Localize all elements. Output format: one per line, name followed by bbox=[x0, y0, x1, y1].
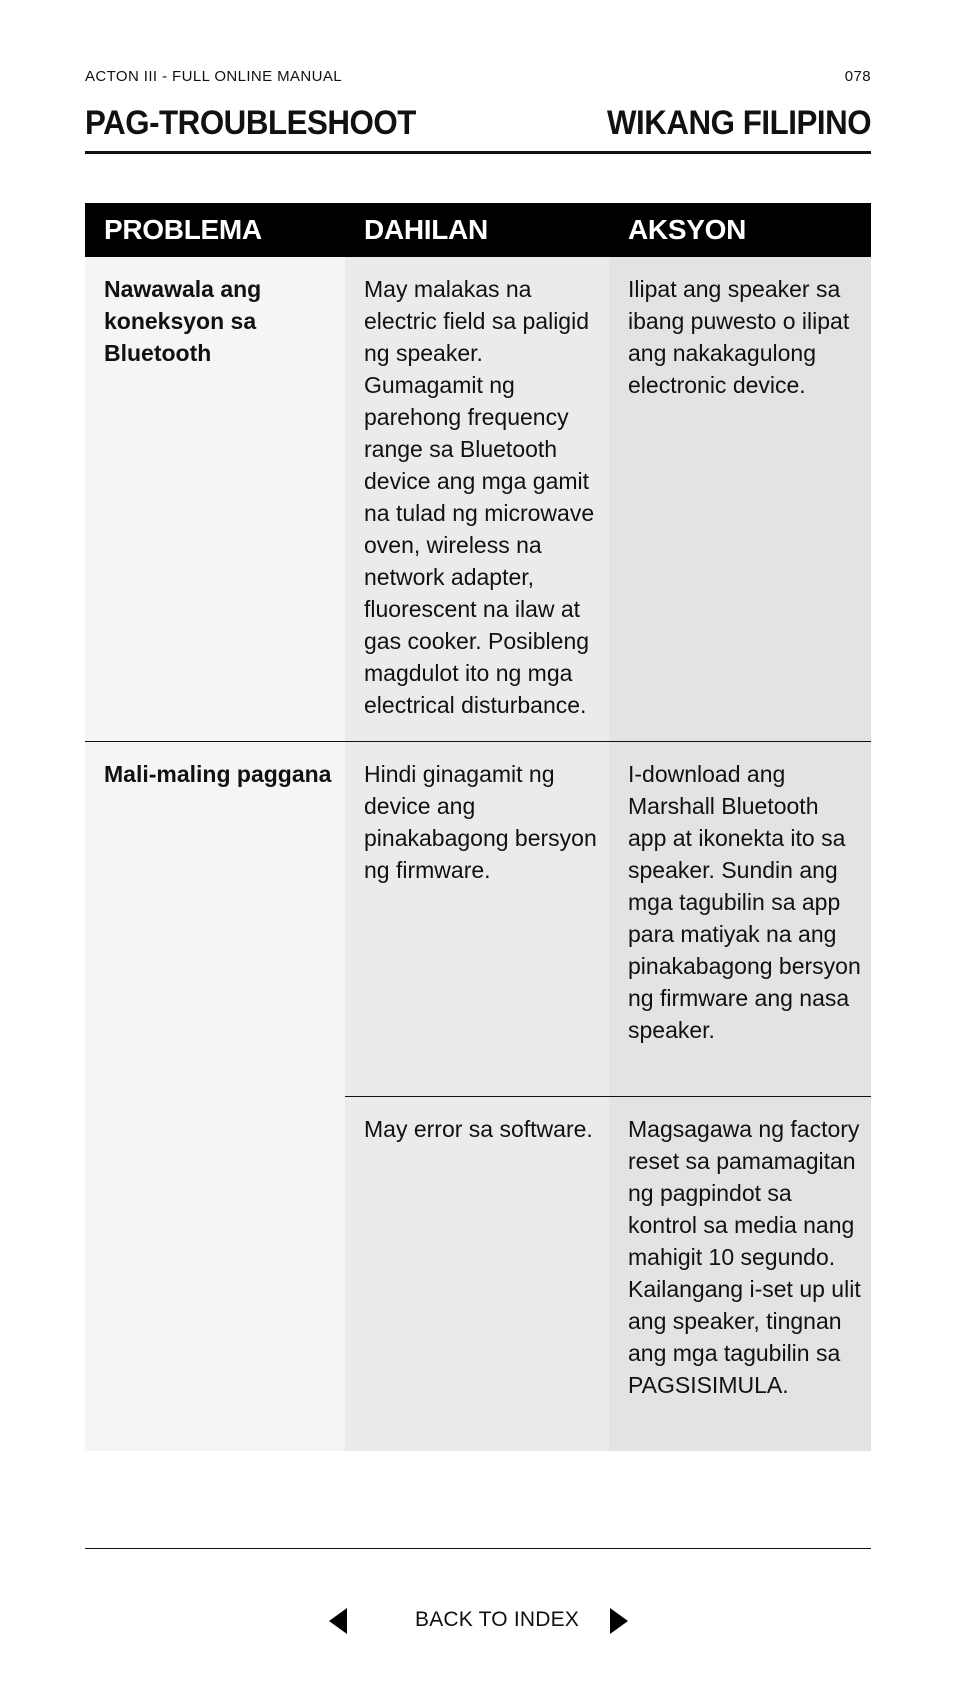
column-header-action: AKSYON bbox=[628, 214, 746, 245]
footer-divider bbox=[85, 1548, 871, 1549]
column-header-cause: DAHILAN bbox=[364, 214, 488, 245]
section-heading bbox=[85, 104, 871, 154]
triangle-right-icon[interactable] bbox=[610, 1608, 628, 1634]
cause-action-group bbox=[345, 742, 871, 1451]
manual-title: ACTON III - FULL ONLINE MANUAL bbox=[85, 68, 343, 85]
cause-cell: May error sa software. bbox=[345, 1097, 609, 1451]
running-header bbox=[85, 68, 871, 85]
action-cell: Magsagawa ng factory reset sa pamamagitan ng pagpindot sa kontrol sa media nang mahigit 10 segundo. Kailangang i-set up ulit ang speaker, tingnan ang mga tagubilin sa PAGSISIMULA. bbox=[609, 1097, 871, 1451]
action-cell: I-download ang Marshall Bluetooth app at ikonekta ito sa speaker. Sundin ang mga tagubilin sa app para matiyak na ang pinakabagong bersyon ng firmware ang nasa speaker. bbox=[609, 742, 871, 1096]
troubleshoot-table bbox=[85, 203, 871, 1451]
cause-action-pair bbox=[345, 257, 871, 741]
section-title: PAG-TROUBLESHOOT bbox=[85, 104, 416, 142]
cause-cell: May malakas na electric field sa paligid ng speaker. Gumagamit ng parehong frequency range sa Bluetooth device ang mga gamit na tulad ng microwave oven, wireless na network adapter, fluorescent na ilaw at gas cooker. Posibleng magdulot ito ng mga electrical disturbance. bbox=[345, 257, 609, 741]
problem-cell: Nawawala ang koneksyon sa Bluetooth bbox=[85, 257, 345, 741]
page-number: 078 bbox=[844, 68, 871, 85]
triangle-left-icon[interactable] bbox=[329, 1608, 347, 1634]
back-to-index-link[interactable]: BACK TO INDEX bbox=[415, 1608, 580, 1631]
cause-cell: Hindi ginagamit ng device ang pinakabagong bersyon ng firmware. bbox=[345, 742, 609, 1096]
table-row bbox=[85, 257, 871, 741]
language-label: WIKANG FILIPINO bbox=[606, 104, 871, 142]
table-header bbox=[85, 203, 871, 257]
problem-cell: Mali-maling paggana bbox=[85, 742, 345, 1451]
cause-action-pair bbox=[345, 1097, 871, 1451]
action-cell: Ilipat ang speaker sa ibang puwesto o ilipat ang nakakagulong electronic device. bbox=[609, 257, 871, 741]
cause-action-group bbox=[345, 257, 871, 741]
cause-action-pair bbox=[345, 742, 871, 1096]
table-row bbox=[85, 742, 871, 1451]
column-header-problem: PROBLEMA bbox=[104, 214, 262, 245]
page-navigation bbox=[0, 1600, 954, 1640]
